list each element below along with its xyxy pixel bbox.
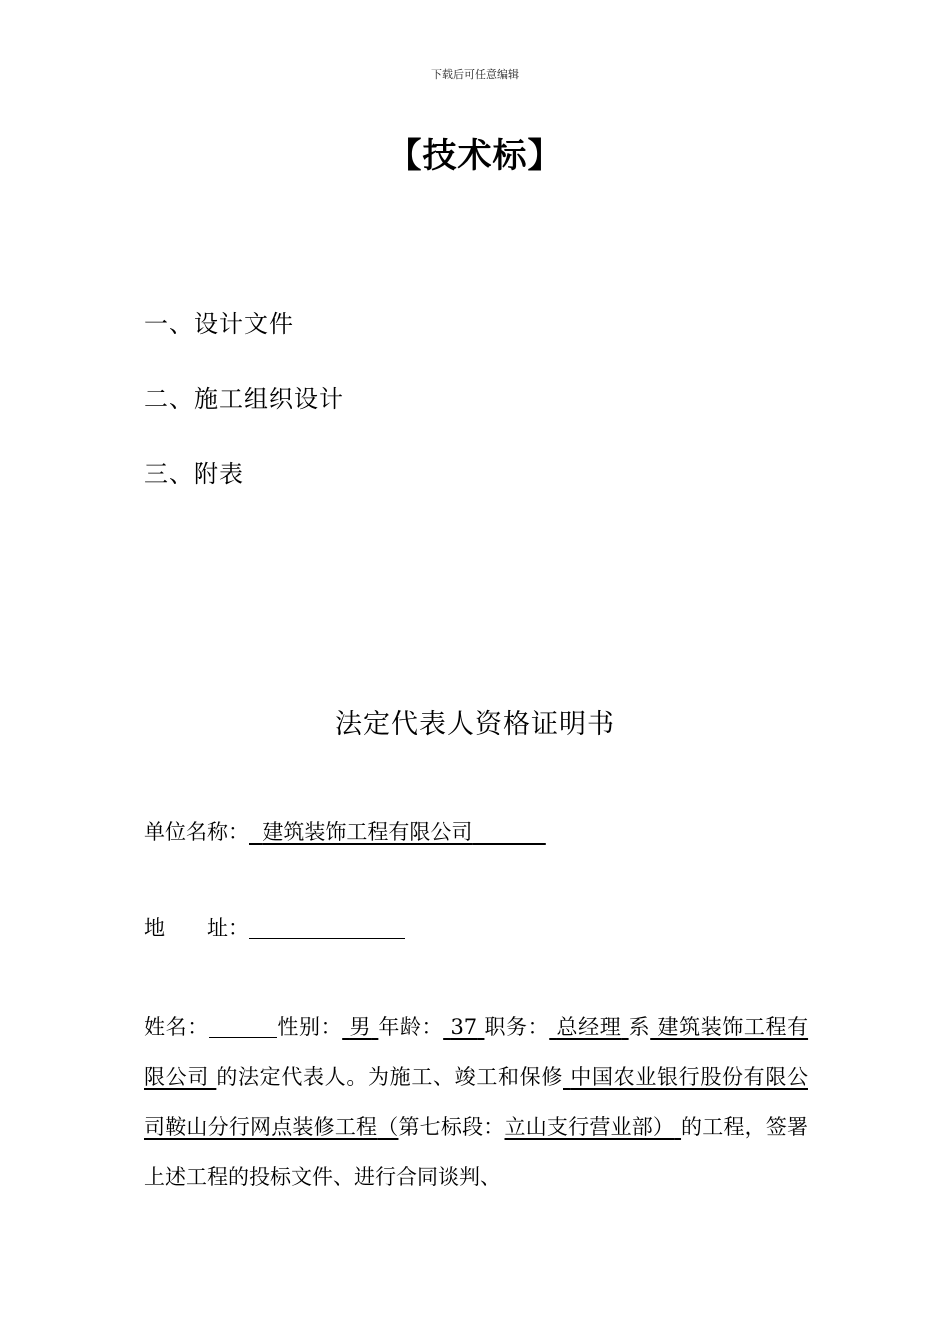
address-label: 地 址： [144,916,249,940]
project-value: 中国农业银行股份有限公司鞍山分行网点装修工程 [144,1065,808,1139]
unit-name-row [144,816,546,846]
name-label: 姓名： [144,1015,209,1039]
section-label: 第七标段： [398,1115,505,1139]
position-value: 总经理 [556,1015,622,1039]
page-header-note: 下载后可任意编辑 [431,68,519,81]
certificate-title: 法定代表人资格证明书 [335,709,615,740]
name-blank [209,1015,277,1038]
company-value: 建筑装饰工程有限公司 [144,1015,809,1089]
age-value: 37 [450,1015,478,1039]
xi-text: 系 [628,1015,651,1039]
address-row [144,912,405,942]
paren-open: （ [377,1115,399,1139]
unit-name-value: 建筑装饰工程有限公司 [262,820,473,844]
unit-name-label: 单位名称： [144,820,249,844]
gender-value: 男 [349,1015,372,1039]
age-label: 年龄： [378,1015,444,1039]
toc-item-design-docs: 一、设计文件 [144,310,294,338]
address-blank [249,916,405,939]
toc-item-construction-plan: 二、施工组织设计 [144,385,344,413]
body-text-1: 的法定代表人。为施工、竣工和保修 [216,1065,563,1089]
gender-label: 性别： [276,1015,343,1039]
section-value: 立山支行营业部） [504,1115,675,1139]
toc-item-appendix: 三、附表 [144,460,244,488]
position-label: 职务： [484,1015,550,1039]
body-text-2: 的工程，签署上述工程的投标文件、进行合同谈判、 [144,1115,809,1189]
document-title: 【技术标】 [387,136,563,176]
certificate-body [144,1002,808,1202]
